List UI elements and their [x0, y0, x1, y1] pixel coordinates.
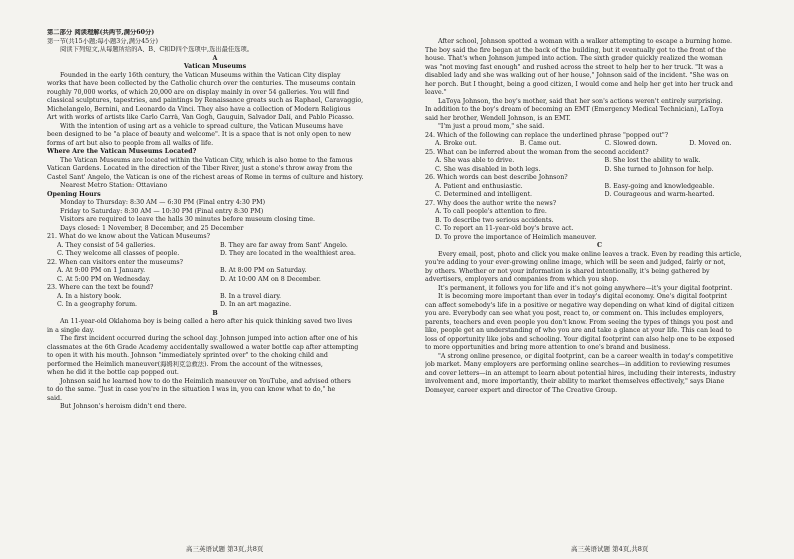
question-21	[47, 233, 383, 259]
opening-hours: Monday to Thursday: 8:30 AM — 6:30 PM (Final entry 4:30 PM) Friday to Saturday: 8:30 AM — 10:30 PM (Final entry 8:30 PM) Visitors are required to leave the halls 30 minutes before museum closing time. Days closed: 1 November, 8 December, and 25 December	[60, 199, 315, 232]
passage-c-paragraph-1: Every email, post, photo and click you make online leaves a track. Even by reading this article, you're adding to your ever-growing online image, which will be seen and judged, fairly or not, by others. Whether or not your information is shared intentionally, it's being gathered by advertisers, employers and companies from which you shop.	[425, 250, 742, 283]
option-d: D. Moved on.	[689, 140, 732, 147]
option-b: B. They are far away from Sant' Angelo.	[220, 241, 348, 249]
option-d: D. She turned to Johnson for help.	[604, 165, 714, 173]
option-c: C. She was disabled in both legs.	[435, 165, 541, 173]
option-a: A. To call people's attention to fire.	[435, 208, 547, 215]
option-c: C. At 5:00 PM on Wednesday.	[57, 275, 151, 283]
passage-c-paragraph-3: It is becoming more important than ever in today's digital economy. One's digital footprint can affect somebody's life in a positive or negative way depending on what kind of digital citizen you are. Everybody can see what you post, react to, or comment on. This includes employers, parents, teachers and even people you don't know. From seeing the types of things you post and like, people get an understanding of who you are and take a glance at your life. This can lead to loss of opportunity like jobs and schooling. Your digital footprint can also help one to be exposed to more opportunities and bring more attention to one's brand and business.	[425, 293, 735, 351]
passage-a-paragraph-2: With the intention of using art as a vehicle to spread culture, the Vatican Museums have been designed to be "a place of beauty and welcome". It is a space that is not only open to new forms of art but also to people from all walks of life.	[47, 122, 352, 147]
question-stem: 23. Where can the text be found?	[47, 284, 154, 291]
option-a: A. She was able to drive.	[435, 157, 515, 164]
right-page	[397, 0, 794, 559]
metro-info: Nearest Metro Station: Ottaviano	[60, 182, 168, 189]
passage-a-title: Vatican Museums	[183, 63, 247, 70]
option-b: B. In a travel diary.	[220, 292, 282, 300]
option-c: C. Slowed down.	[604, 140, 658, 147]
option-a: A. They consist of 54 galleries.	[57, 241, 156, 249]
option-a: A. At 9:00 PM on 1 January.	[57, 267, 146, 274]
section-heading: 第一节(共15小题;每小题3分,满分45分)	[47, 37, 158, 45]
question-26	[425, 174, 774, 200]
passage-b-paragraph-1: An 11-year-old Oklahoma boy is being called a hero after his quick thinking saved two lives in a single day.	[47, 318, 353, 334]
passage-b-paragraph-4: But Johnson's heroism didn't end there.	[60, 403, 187, 410]
option-c: C. Determined and intelligent.	[435, 191, 532, 198]
question-stem: 27. Why does the author write the news?	[425, 199, 557, 207]
option-d: D. To prove the importance of Heimlich maneuver.	[435, 233, 597, 241]
part-heading: 第二部分 阅读理解(共两节,满分60分)	[47, 29, 155, 36]
option-a: A. In a history book.	[57, 292, 122, 300]
passage-b-paragraph-6: LaToya Johnson, the boy's mother, said that her son's actions weren't entirely surprising. In addition to the boy's dream of becoming an EMT (Emergency Medical Technician), LaToya said her brother, Wendell Johnson, is an EMT.	[425, 97, 724, 122]
question-stem: 22. When can visitors enter the museums?	[47, 258, 184, 266]
passage-c-paragraph-2: It's permanent, it follows you for life and it's not going anywhere—it's your digital footprint.	[438, 284, 733, 292]
passage-b-paragraph-3: Johnson said he learned how to do the Heimlich maneuver on YouTube, and advised others to do the same. "Just in case you're in the situation I was in, you can know what to do," he said.	[47, 377, 351, 402]
option-d: D. In an art magazine.	[220, 301, 292, 308]
option-b: B. Easy-going and knowledgeable.	[604, 182, 715, 190]
hours-heading: Opening Hours	[47, 190, 101, 198]
passage-a-paragraph-1: Founded in the early 16th century, the Vatican Museums within the Vatican City display works that have been collected by the Catholic church over the centuries. The museums contain roughly 70,000 works, of which 20,000 are on display mainly in over 54 galleries. You will find classical sculptures, tapestries, and paintings by Renaissance greats such as Raphael, Caravaggio, Michelangelo, Bernini, and Leonardo da Vinci. They also have a collection of Modern Religious Art with works of artists like Carlo Carrà, Van Gogh, Gauguin, Salvador Dalí, and Pablo Picasso.	[47, 71, 364, 121]
passage-a-letter: A	[212, 54, 218, 62]
passage-a-paragraph-3: The Vatican Museums are located within the Vatican City, which is also home to the famous Vatican Gardens. Located in the direction of the Tiber River, just a stone's throw away from the Castel Sant' Angelo, the Vatican is one of the richest areas of Rome in terms of culture and history.	[47, 156, 364, 181]
question-stem: 26. Which words can best describe Johnson?	[425, 174, 568, 181]
passage-c-letter: C	[596, 242, 602, 249]
option-c: C. To report an 11-year-old boy's brave act.	[435, 225, 574, 232]
question-25	[425, 149, 774, 175]
question-22	[47, 259, 383, 285]
option-a: A. Broke out.	[435, 140, 477, 147]
question-stem: 24. Which of the following can replace the underlined phrase "popped out"?	[425, 131, 669, 139]
option-b: B. Came out.	[519, 140, 562, 147]
option-d: D. At 10:00 AM on 8 December.	[220, 275, 321, 283]
question-24	[425, 132, 774, 149]
passage-b-letter: B	[212, 309, 218, 317]
passage-b-paragraph-5: After school, Johnson spotted a woman with a walker attempting to escape a burning home. The boy said the fire began at the back of the building, but it eventually got to the front of the house. That's when Johnson jumped into action. The sixth grader quickly realized the woman was "not moving fast enough" and rushed across the street to help her to her truck. "It was a disabled lady and she was walking out of her house," Johnson said of the incident. "She was on her porch. But I thought, being a good citizen, I would come and help her get into her truck and leave."	[425, 38, 733, 96]
passage-b-paragraph-7: "I'm just a proud mom," she said.	[438, 123, 545, 130]
question-stem: 25. What can be inferred about the woman from the second accident?	[425, 148, 649, 156]
passage-c-paragraph-4: "A strong online presence, or digital footprint, can be a career wealth in today's competitive job market. Many employers are performing online searches—in addition to reviewing resumes and cover letters—in an attempt to learn about potential hires, including their interests, industry involvement and, more importantly, their ability to market themselves effectively," says Diane Domeyer, career expert and director of The Creative Group.	[425, 352, 736, 394]
where-heading: Where Are the Vatican Museums Located?	[47, 148, 197, 155]
question-27	[425, 200, 774, 243]
option-c: C. In a geography forum.	[57, 301, 138, 308]
question-23	[47, 284, 383, 310]
option-b: B. To describe two serious accidents.	[435, 216, 554, 224]
option-a: A. Patient and enthusiastic.	[435, 182, 523, 190]
option-b: B. At 8:00 PM on Saturday.	[220, 267, 307, 274]
passage-b-paragraph-2: The first incident occurred during the school day. Johnson jumped into action after one of his classmates at the 6th Grade Academy accidentally swallowed a water bottle cap after attempting to open it with his mouth. Johnson "immediately sprinted over" to the choking child and performed the Heimlich maneuver(海姆利克急救法). From the account of the witnesses, when he did it the bottle cap popped out.	[47, 335, 359, 376]
page-footer-right: 高三英语试题 第4页,共8页	[571, 545, 649, 553]
option-b: B. She lost the ability to walk.	[604, 157, 701, 164]
option-d: D. Courageous and warm-hearted.	[604, 191, 715, 198]
question-stem: 21. What do we know about the Vatican Museums?	[47, 233, 211, 240]
page-footer-left: 高三英语试题 第3页,共8页	[186, 545, 264, 553]
option-d: D. They are located in the wealthiest area.	[220, 250, 356, 257]
instruction: 阅读下列短文,从每题所给的A、B、C和D四个选项中,选出最佳选项。	[60, 46, 254, 53]
option-c: C. They welcome all classes of people.	[57, 250, 180, 257]
